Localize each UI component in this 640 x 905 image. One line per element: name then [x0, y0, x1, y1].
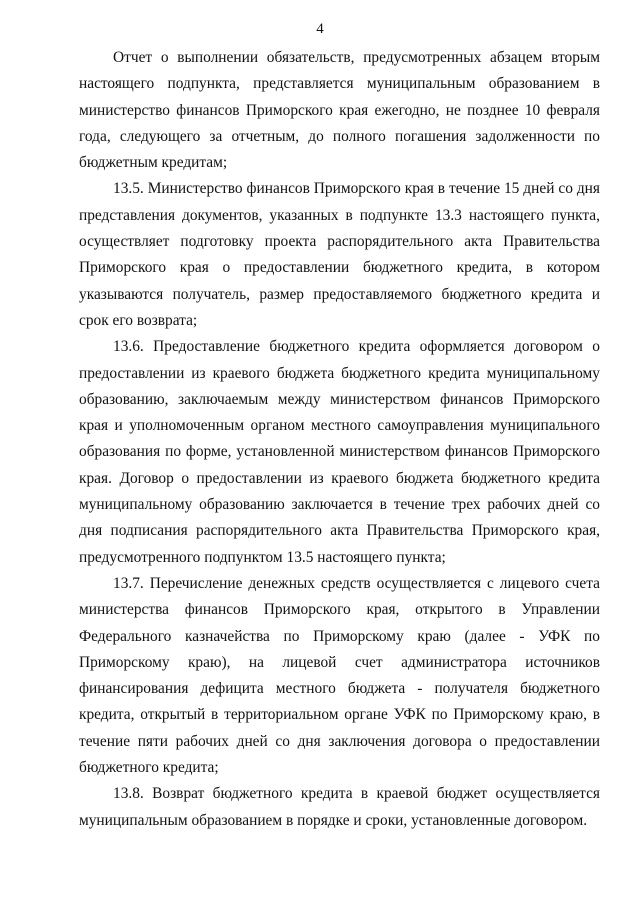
document-body [79, 45, 600, 834]
page-number: 4 [316, 21, 324, 37]
paragraph-report-obligations: Отчет о выполнении обязательств, предусмотренных абзацем вторым настоящего подпункта, представляется муниципальным образованием в министерство финансов Приморского края ежегодно, не позднее 10 февраля года, следующего за отчетным, до полного погашения задолженности по бюджетным кредитам; [79, 49, 600, 172]
paragraph-13-7: 13.7. Перечисление денежных средств осуществляется с лицевого счета министерства финансов Приморского края, открытого в Управлении Федерального казначейства по Приморскому краю (далее - УФК по Приморскому краю), на лицевой счет администратора источников финансирования дефицита местного бюджета - получателя бюджетного кредита, открытый в территориальном органе УФК по Приморскому краю, в течение пяти рабочих дней со дня заключения договора о предоставлении бюджетного кредита; [79, 574, 600, 777]
paragraph-13-5: 13.5. Министерство финансов Приморского края в течение 15 дней со дня представления документов, указанных в подпункте 13.3 настоящего пункта, осуществляет подготовку проекта распорядительного акта Правительства Приморского края о предоставлении бюджетного кредита, в котором указываются получатель, размер предоставляемого бюджетного кредита и срок его возврата; [79, 180, 600, 329]
paragraph-13-8: 13.8. Возврат бюджетного кредита в краевой бюджет осуществляется муниципальным образованием в порядке и сроки, установленные договором. [79, 785, 600, 829]
paragraph-13-6: 13.6. Предоставление бюджетного кредита оформляется договором о предоставлении из краевого бюджета бюджетного кредита муниципальному образованию, заключаемым между министерством финансов Приморского края и уполномоченным органом местного самоуправления муниципального образования по форме, установленной министерством финансов Приморского края. Договор о предоставлении из краевого бюджета бюджетного кредита муниципальному образованию заключается в течение трех рабочих дней со дня подписания распорядительного акта Правительства Приморского края, предусмотренного подпунктом 13.5 настоящего пункта; [79, 338, 600, 566]
